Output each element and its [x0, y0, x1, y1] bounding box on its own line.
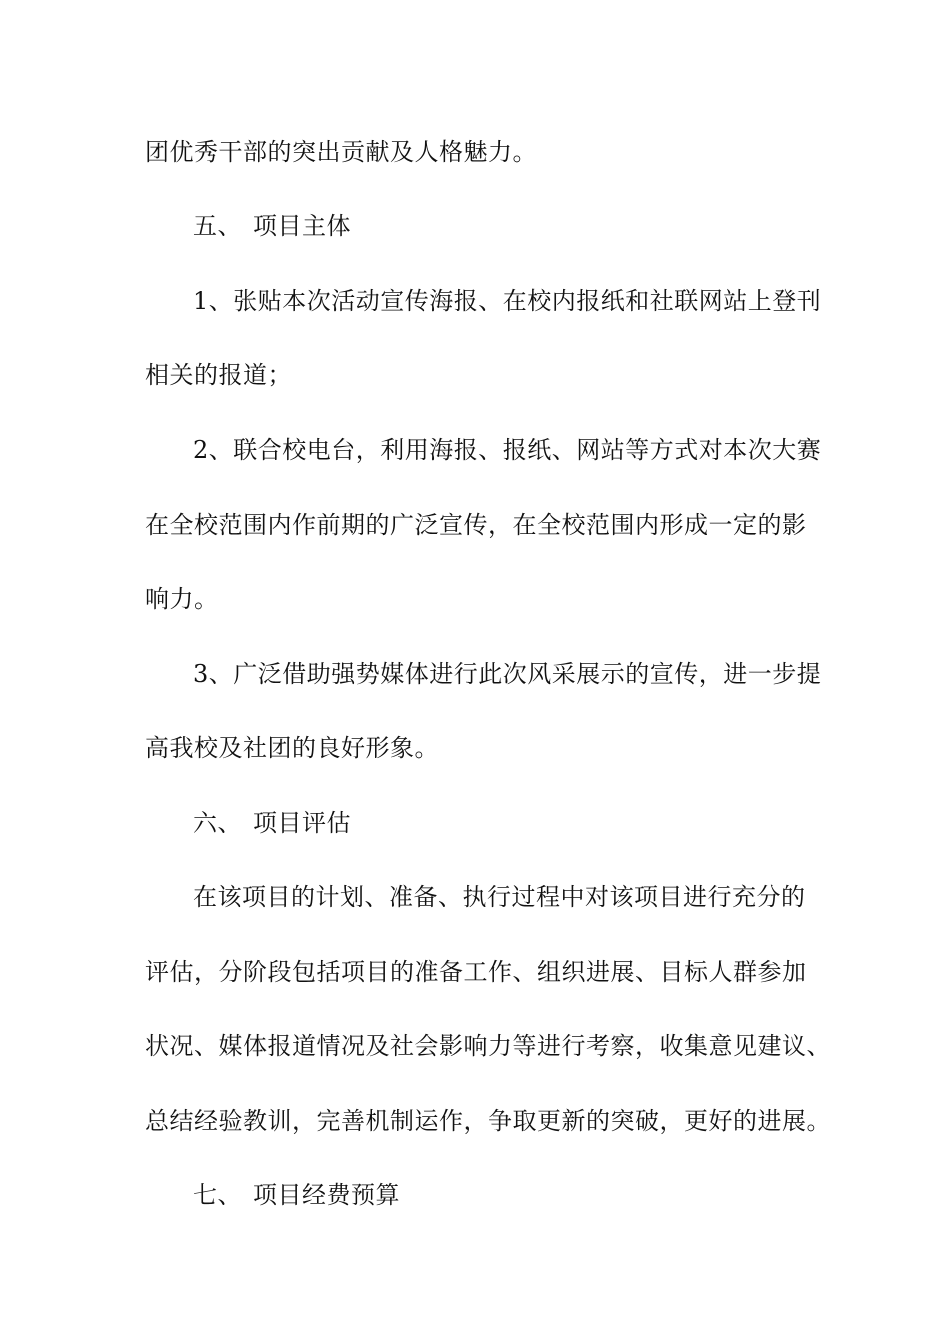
section-heading-7	[193, 1180, 400, 1210]
heading-title: 项目评估	[253, 809, 351, 837]
paragraph-line: 2、联合校电台，利用海报、报纸、网站等方式对本次大赛	[193, 436, 822, 464]
heading-title: 项目经费预算	[253, 1181, 400, 1209]
paragraph-line: 1、张贴本次活动宣传海报、在校内报纸和社联网站上登刊	[193, 287, 822, 315]
heading-title: 项目主体	[253, 212, 351, 240]
paragraph-line: 总结经验教训，完善机制运作，争取更新的突破，更好的进展。	[145, 1107, 831, 1135]
section-heading-5	[193, 211, 351, 241]
paragraph-line: 团优秀干部的突出贡献及人格魅力。	[145, 138, 537, 166]
paragraph-line: 相关的报道；	[145, 361, 292, 389]
paragraph-line: 高我校及社团的良好形象。	[145, 734, 439, 762]
paragraph-line: 在该项目的计划、准备、执行过程中对该项目进行充分的	[193, 883, 806, 911]
heading-number: 六、	[193, 809, 242, 837]
paragraph-line: 响力。	[145, 585, 219, 613]
paragraph-line: 在全校范围内作前期的广泛宣传，在全校范围内形成一定的影	[145, 511, 807, 539]
heading-number: 五、	[193, 212, 242, 240]
paragraph-line: 3、广泛借助强势媒体进行此次风采展示的宣传，进一步提	[193, 660, 822, 688]
section-heading-6	[193, 808, 351, 838]
heading-number: 七、	[193, 1181, 242, 1209]
paragraph-line: 评估，分阶段包括项目的准备工作、组织进展、目标人群参加	[145, 958, 807, 986]
paragraph-line: 状况、媒体报道情况及社会影响力等进行考察，收集意见建议、	[145, 1032, 831, 1060]
